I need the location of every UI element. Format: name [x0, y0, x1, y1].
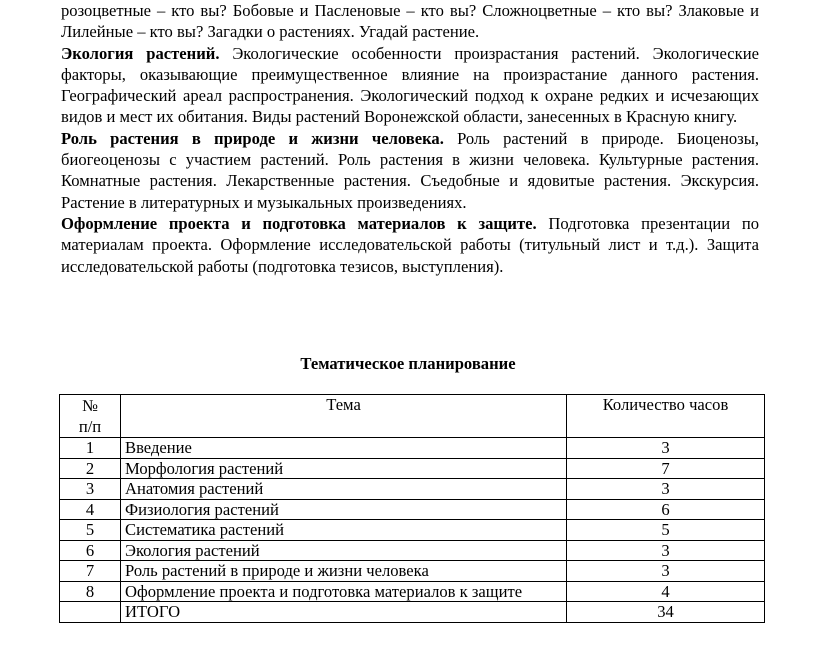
row-number: 1 [60, 438, 121, 459]
row-hours: 6 [567, 499, 765, 520]
section-title: Тематическое планирование [300, 354, 516, 373]
table-row [60, 458, 765, 479]
header-number-symbol: № [82, 396, 98, 415]
table-row [60, 479, 765, 500]
paragraph-text: Подготовка презентации по материалам проекта. Оформление исследовательской работы (титульный лист и т.д.). Защита исследовательской работы (подготовка тезисов, выступления). [61, 213, 760, 276]
table-row [60, 499, 765, 520]
row-topic: Роль растений в природе и жизни человека [121, 561, 567, 582]
total-hours: 34 [567, 602, 765, 623]
paragraph-heading: Экология растений. [61, 43, 220, 63]
header-number [60, 395, 121, 438]
header-hours: Количество часов [567, 395, 765, 438]
row-hours: 5 [567, 520, 765, 541]
table-row [60, 581, 765, 602]
thematic-plan-table [59, 394, 765, 623]
paragraph-plant-families [61, 0, 759, 43]
paragraph-plant-ecology [61, 43, 759, 128]
row-topic: Оформление проекта и подготовка материалов к защите [121, 581, 567, 602]
row-topic: Экология растений [121, 540, 567, 561]
row-topic: Морфология растений [121, 458, 567, 479]
table-row [60, 438, 765, 459]
paragraph-heading: Роль растения в природе и жизни человека. [61, 128, 444, 148]
header-number-abbrev: п/п [78, 417, 102, 436]
row-topic: Анатомия растений [121, 479, 567, 500]
table-row [60, 540, 765, 561]
body-text [61, 0, 759, 277]
paragraph-text: Роль растений в природе. Биоценозы, биогеоценозы с участием растений. Роль растения в жизни человека. Культурные растения. Комнатные растения. Лекарственные растения. Съедобные и ядовитые растения. Экскурсия. Растение в литературных и музыкальных произведениях. [61, 128, 759, 212]
row-hours: 3 [567, 438, 765, 459]
row-hours: 3 [567, 479, 765, 500]
row-hours: 7 [567, 458, 765, 479]
row-number: 7 [60, 561, 121, 582]
table-header-row [60, 395, 765, 438]
row-number: 2 [60, 458, 121, 479]
row-hours: 3 [567, 561, 765, 582]
table-row [60, 561, 765, 582]
paragraph-plant-role [61, 128, 759, 213]
total-label: ИТОГО [121, 602, 567, 623]
row-number: 6 [60, 540, 121, 561]
row-topic: Систематика растений [121, 520, 567, 541]
header-topic: Тема [121, 395, 567, 438]
row-number: 5 [60, 520, 121, 541]
row-topic: Введение [121, 438, 567, 459]
paragraph-text: розоцветные – кто вы? Бобовые и Пасленовые – кто вы? Сложноцветные – кто вы? Злаковые и Лилейные – кто вы? Загадки о растениях. Угадай растение. [61, 1, 759, 42]
row-topic: Физиология растений [121, 499, 567, 520]
row-hours: 3 [567, 540, 765, 561]
paragraph-text: Экологические особенности произрастания растений. Экологические факторы, оказывающие преимущественное влияние на произрастание данного растения. Географический ареал распространения. Экологический подход к охране редких и исчезающих видов и мест их обитания. Виды растений Воронежской области, занесенных в Красную книгу. [61, 43, 759, 127]
paragraph-project-defense [61, 213, 759, 277]
row-number: 4 [60, 499, 121, 520]
total-number [60, 602, 121, 623]
paragraph-heading: Оформление проекта и подготовка материалов к защите. [61, 213, 537, 233]
row-number: 8 [60, 581, 121, 602]
table-row [60, 520, 765, 541]
row-hours: 4 [567, 581, 765, 602]
row-number: 3 [60, 479, 121, 500]
table-total-row [60, 602, 765, 623]
